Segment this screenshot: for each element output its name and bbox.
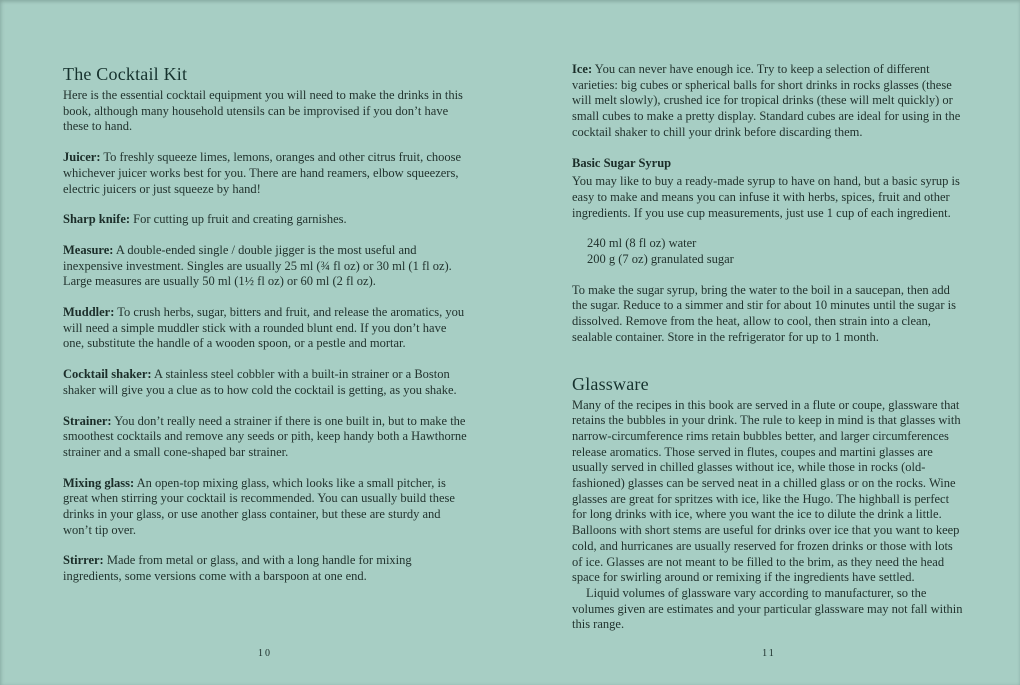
equipment-entry-stirrer — [63, 553, 467, 584]
equipment-entry-mixing-glass — [63, 476, 467, 539]
right-page-column — [572, 62, 966, 633]
equipment-description: A double-ended single / double jigger is the most useful and inexpensive investment. Singles are usually 25 ml (¾ fl oz) or 30 ml (1 fl oz). Large measures are usually 50 ml (1½ fl oz) or 60 ml (2 fl oz). — [63, 242, 452, 289]
glassware-body-text: Many of the recipes in this book are served in a flute or coupe, glassware that retains the bubbles in your drink. The rule to keep in mind is that glasses with narrow-circumference rims retain bubbles better, and larger circumferences release aromatics. Those served in flutes, coupes and martini glasses are usually served in chilled glasses without ice, while those in rocks (old-fashioned) glasses can be served neat in a chilled glass or on the rocks. Wine glasses are great for spritzes with ice, like the Hugo. The highball is perfect for long drinks with ice, where you want the ice to dilute the drink a little. Balloons with short stems are useful for drinks over ice that you want to keep cold, and hurricanes are usually reserved for frozen drinks or those with lots of ice. Glasses are not meant to be filled to the brim, as they need the head space for swirling around or remixing if the ingredients have settled. — [572, 397, 961, 585]
equipment-entry-muddler — [63, 305, 467, 352]
equipment-term: Sharp knife: — [63, 212, 131, 227]
ingredient-line-sugar: 200 g (7 oz) granulated sugar — [587, 252, 734, 267]
equipment-description: To crush herbs, sugar, bitters and fruit, and release the aromatics, you will need a simple muddler stick with a rounded blunt end. If you don’t have one, substitute the handle of a wooden spoon, or a pestle and mortar. — [63, 305, 465, 351]
equipment-description: Made from metal or glass, and with a long handle for mixing ingredients, some versions come with a barspoon at one end. — [63, 553, 412, 584]
sub-heading-basic-sugar-syrup: Basic Sugar Syrup — [572, 155, 672, 170]
page-number-right: 11 — [762, 648, 776, 659]
equipment-description: You don’t really need a strainer if there is one built in, but to make the smoothest cocktails and remove any seeds or pith, keep handy both a Hawthorne strainer and a small cone-shaped bar strainer. — [63, 413, 467, 459]
equipment-term: Measure: — [63, 242, 114, 257]
equipment-description: An open-top mixing glass, which looks like a small pitcher, is great when stirring your cocktail is recommended. You can usually build these drinks in your glass, or use another glass container, but these are sturdy and won’t tip over. — [63, 475, 455, 537]
sugar-syrup-method-text: To make the sugar syrup, bring the water to the boil in a saucepan, then add the sugar. Reduce to a simmer and stir for about 10 minutes until the sugar is dissolved. Remove from the heat, allow to cool, then strain into a clean, sealable container. Store in the refrigerator for up to 1 month. — [572, 282, 956, 344]
sugar-syrup-intro-text: You may like to buy a ready-made syrup to have on hand, but a basic syrup is easy to make and means you can infuse it with herbs, spices, fruit and other ingredients. If you use cup measurements, just use 1 cup of each ingredient. — [572, 174, 960, 220]
equipment-entry-measure — [63, 243, 467, 290]
equipment-term: Cocktail shaker: — [63, 367, 152, 382]
left-page-column — [63, 64, 467, 585]
sugar-syrup-intro — [572, 174, 966, 221]
equipment-term: Juicer: — [63, 150, 101, 165]
equipment-entry-sharp-knife — [63, 212, 467, 228]
equipment-entry-juicer — [63, 150, 467, 197]
glassware-body — [572, 398, 966, 586]
equipment-entry-ice — [572, 62, 966, 141]
glassware-section — [572, 374, 966, 634]
page-number-left: 10 — [258, 648, 272, 659]
equipment-term: Mixing glass: — [63, 475, 135, 490]
page-title-cocktail-kit: The Cocktail Kit — [63, 64, 188, 84]
glassware-note-text: Liquid volumes of glassware vary according to manufacturer, so the volumes given are estimates and your particular glassware may not fall within this range. — [572, 585, 963, 632]
equipment-entry-cocktail-shaker — [63, 367, 467, 398]
ingredient-list — [587, 236, 966, 267]
equipment-entry-strainer — [63, 414, 467, 461]
equipment-term: Ice: — [572, 62, 593, 76]
equipment-term: Strainer: — [63, 413, 112, 428]
intro-text: Here is the essential cocktail equipment you will need to make the drinks in this book, although many household utensils can be improvised if you don’t have these to hand. — [63, 88, 463, 134]
equipment-term: Muddler: — [63, 305, 115, 320]
equipment-term: Stirrer: — [63, 553, 104, 568]
sugar-syrup-method — [572, 283, 966, 346]
equipment-description: You can never have enough ice. Try to keep a selection of different varieties: big cubes or spherical balls for short drinks in rocks glasses (these will melt slowly), crushed ice for tropical drinks (these will melt quickly) or small cubes to make a pretty display. Standard cubes are ideal for using in the cocktail shaker to chill your drink before discarding them. — [572, 62, 961, 139]
equipment-description: For cutting up fruit and creating garnishes. — [133, 212, 347, 227]
glassware-note — [572, 586, 966, 633]
equipment-description: A stainless steel cobbler with a built-in strainer or a Boston shaker will give you a clue as to how cold the cocktail is getting, as you shake. — [63, 367, 457, 397]
page-title-glassware: Glassware — [572, 373, 649, 394]
equipment-description: To freshly squeeze limes, lemons, oranges and other citrus fruit, choose whichever juicer works best for you. There are hand reamers, elbow squeezers, electric juicers or just squeeze by hand! — [63, 150, 462, 196]
cocktail-kit-intro — [63, 88, 467, 135]
ingredient-line-water: 240 ml (8 fl oz) water — [587, 236, 697, 251]
